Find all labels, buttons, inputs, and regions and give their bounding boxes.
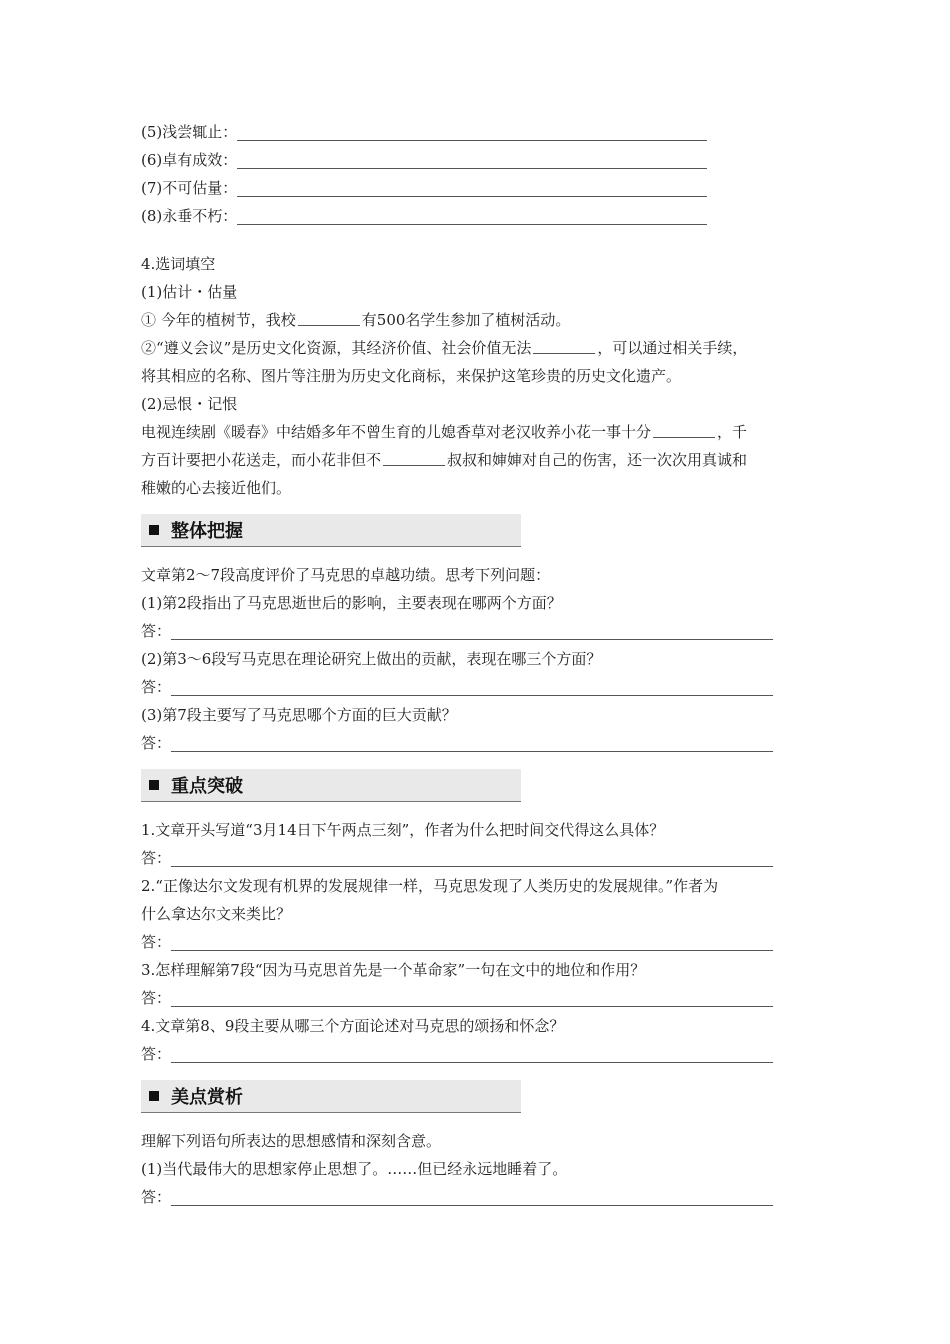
question-text: 3.怎样理解第7段“因为马克思首先是一个革命家”一句在文中的地位和作用？ — [141, 961, 646, 979]
answer-line[interactable] — [171, 624, 773, 640]
section-header-appreciation — [141, 1080, 521, 1113]
fill-blank[interactable] — [383, 451, 445, 466]
idiom-row — [141, 118, 821, 146]
idiom-row — [141, 174, 821, 202]
idiom-row — [141, 202, 821, 230]
section-title: 美点赏析 — [171, 1087, 243, 1108]
question-text: (3)第7段主要写了马克思哪个方面的巨大贡献？ — [141, 706, 457, 724]
answer-line[interactable] — [237, 125, 707, 141]
section-header-overall — [141, 514, 521, 547]
answer-row — [141, 928, 821, 956]
answer-line[interactable] — [171, 1047, 773, 1063]
paragraph-line: 稚嫩的心去接近他们。 — [141, 479, 292, 497]
answer-row — [141, 1040, 821, 1068]
square-bullet-icon — [149, 525, 159, 535]
answer-row — [141, 984, 821, 1012]
sub-question-title: (1)估计・估量 — [141, 283, 238, 301]
answer-row — [141, 844, 821, 872]
section-intro: 理解下列语句所表达的思想感情和深刻含意。 — [141, 1132, 442, 1150]
answer-line[interactable] — [171, 736, 773, 752]
answer-label: 答： — [141, 734, 172, 752]
answer-label: 答： — [141, 678, 172, 696]
answer-line[interactable] — [171, 851, 773, 867]
answer-label: 答： — [141, 1188, 172, 1206]
answer-label: 答： — [141, 989, 172, 1007]
paragraph-line: 电视连续剧《暖春》中结婚多年不曾生育的儿媳香草对老汉收养小花一事十分 ，千 — [141, 423, 748, 441]
question-text: (1)当代最伟大的思想家停止思想了。……但已经永远地睡着了。 — [141, 1160, 568, 1178]
answer-row — [141, 729, 821, 757]
question-text: 1.文章开头写道“3月14日下午两点三刻”，作者为什么把时间交代得这么具体？ — [141, 821, 665, 839]
idiom-label: (8)永垂不朽： — [141, 207, 238, 225]
square-bullet-icon — [149, 780, 159, 790]
answer-line[interactable] — [237, 209, 707, 225]
answer-row — [141, 673, 821, 701]
question-text: (1)第2段指出了马克思逝世后的影响，主要表现在哪两个方面？ — [141, 594, 562, 612]
square-bullet-icon — [149, 1091, 159, 1101]
worksheet-page — [141, 118, 821, 1211]
section-intro: 文章第2～7段高度评价了马克思的卓越功绩。思考下列问题： — [141, 566, 551, 584]
question-title: 4.选词填空 — [141, 255, 216, 273]
answer-line[interactable] — [237, 153, 707, 169]
fill-blank[interactable] — [298, 311, 360, 326]
idiom-list — [141, 118, 821, 230]
answer-label: 答： — [141, 622, 172, 640]
section-header-key-points — [141, 769, 521, 802]
answer-line[interactable] — [171, 935, 773, 951]
answer-label: 答： — [141, 933, 172, 951]
question-text: 2.“正像达尔文发现有机界的发展规律一样，马克思发现了人类历史的发展规律。”作者为 — [141, 877, 719, 895]
sentence-2: ②“遵义会议”是历史文化资源，其经济价值、社会价值无法 ，可以通过相关手续， — [141, 339, 748, 357]
answer-line[interactable] — [171, 991, 773, 1007]
question-text-cont: 什么拿达尔文来类比？ — [141, 905, 292, 923]
idiom-label: (5)浅尝辄止： — [141, 123, 238, 141]
answer-label: 答： — [141, 1045, 172, 1063]
idiom-row — [141, 146, 821, 174]
answer-line[interactable] — [171, 1190, 773, 1206]
question-text: 4.文章第8、9段主要从哪三个方面论述对马克思的颂扬和怀念？ — [141, 1017, 565, 1035]
fill-blank[interactable] — [653, 423, 715, 438]
idiom-label: (6)卓有成效： — [141, 151, 238, 169]
question-text: (2)第3～6段写马克思在理论研究上做出的贡献，表现在哪三个方面？ — [141, 650, 602, 668]
section-title: 整体把握 — [171, 521, 243, 542]
answer-line[interactable] — [237, 181, 707, 197]
sub-question-title: (2)忌恨・记恨 — [141, 395, 238, 413]
answer-row — [141, 617, 821, 645]
paragraph-line: 方百计要把小花送走，而小花非但不 叔叔和婶婶对自己的伤害，还一次次用真诚和 — [141, 451, 748, 469]
fill-blank[interactable] — [533, 339, 595, 354]
sentence-2-cont: 将其相应的名称、图片等注册为历史文化商标，来保护这笔珍贵的历史文化遗产。 — [141, 367, 682, 385]
answer-line[interactable] — [171, 680, 773, 696]
answer-label: 答： — [141, 849, 172, 867]
answer-row — [141, 1183, 821, 1211]
sentence-1: ① 今年的植树节，我校 有500名学生参加了植树活动。 — [141, 311, 571, 329]
idiom-label: (7)不可估量： — [141, 179, 238, 197]
word-choice-question — [141, 250, 821, 502]
section-title: 重点突破 — [171, 776, 243, 797]
